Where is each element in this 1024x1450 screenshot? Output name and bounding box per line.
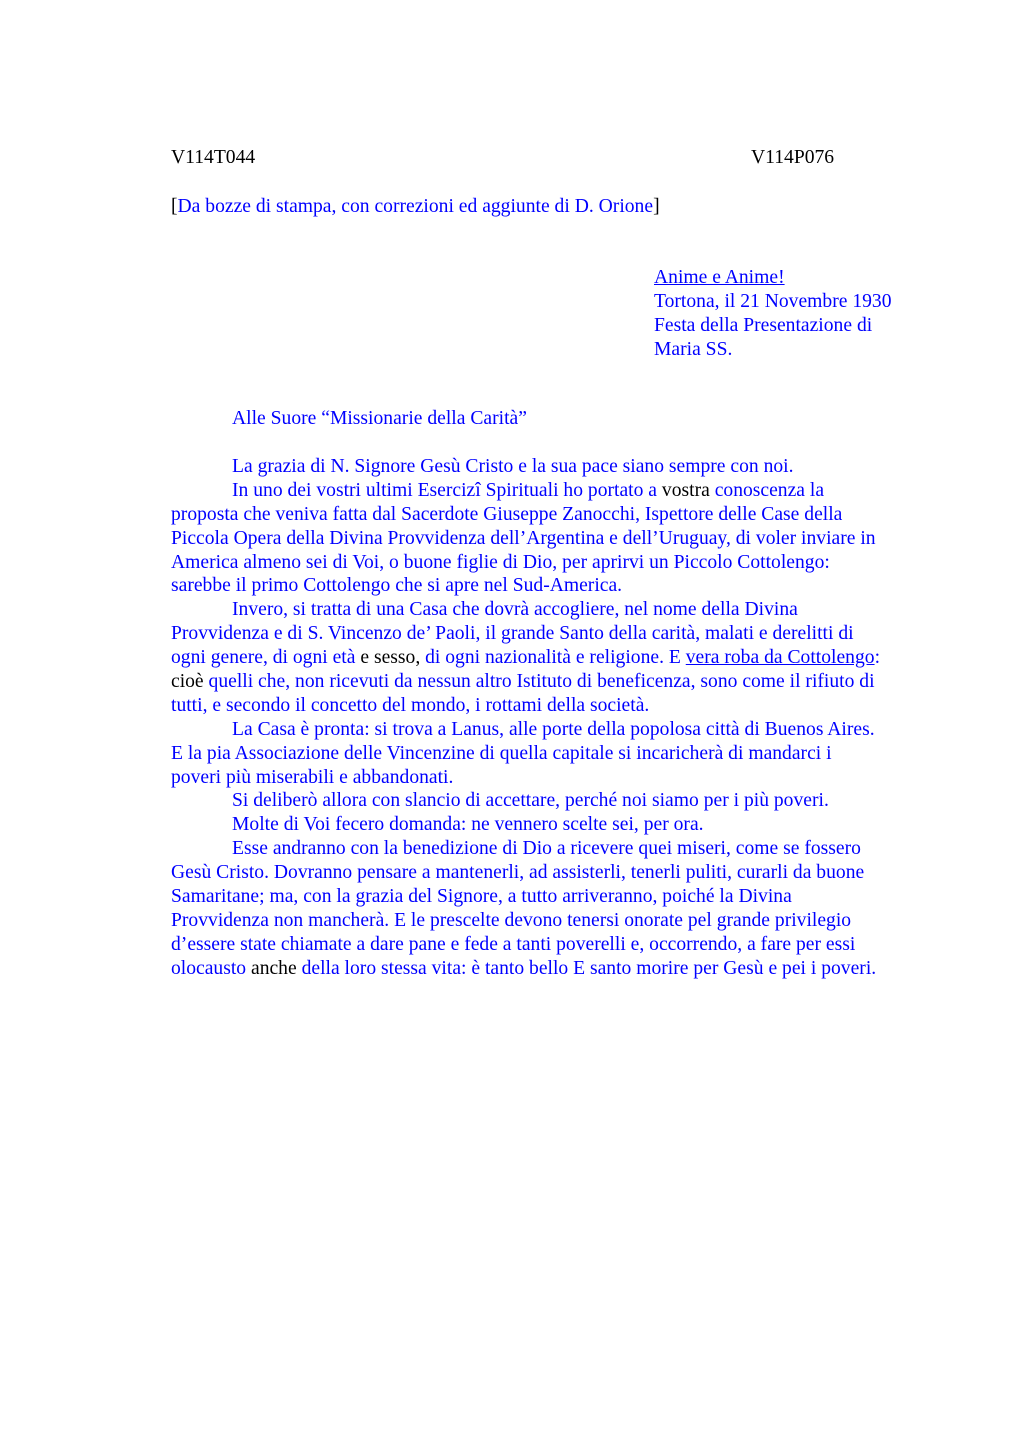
- bracket-open: [: [171, 196, 178, 217]
- feast-line-1: Festa della Presentazione di: [654, 315, 873, 336]
- body-line: La grazia di N. Signore Gesù Cristo e la sua pace siano sempre con noi.: [232, 456, 794, 477]
- body-segment: :: [874, 647, 881, 669]
- body-line: Samaritane; ma, con la grazia del Signore, a tutto arriveranno, poiché la Divina: [171, 886, 792, 908]
- body-line: Provvidenza non mancherà. E le prescelte devono tenersi onorate pel grande privilegio: [171, 909, 852, 931]
- source-note-text: Da bozze di stampa, con correzioni ed aggiunte di D. Orione: [177, 196, 654, 217]
- body-segment: quelli che, non ricevuti da nessun altro Istituto di beneficenza, sono come il rifiuto di: [203, 671, 875, 693]
- body-line: tutti, e secondo il concetto del mondo, i rottami della società.: [171, 694, 650, 716]
- body-line: Esse andranno con la benedizione di Dio a ricevere quei miseri, come se fossero: [232, 838, 861, 860]
- body-line: [171, 479, 921, 503]
- body-line: [171, 646, 921, 670]
- bracket-close: ]: [653, 196, 660, 217]
- left-code: V114T044: [171, 147, 256, 168]
- body-segment: e sesso,: [355, 647, 421, 669]
- body-line: America almeno sei di Voi, o buone figlie di Dio, per aprirvi un Piccolo Cottolengo:: [171, 551, 830, 573]
- body-segment: vostra: [661, 479, 710, 501]
- body-line: Gesù Cristo. Dovranno pensare a mantenerli, ad assisterli, tenerli puliti, curarli da buone: [171, 862, 865, 884]
- body-segment: cioè: [171, 671, 204, 693]
- addressee: Alle Suore “Missionarie della Carità”: [232, 408, 527, 429]
- body-segment: anche: [246, 957, 297, 979]
- body-segment: In uno dei vostri ultimi Esercizî Spirituali ho portato a: [232, 479, 662, 501]
- body-segment: ogni genere, di ogni età: [171, 647, 356, 669]
- body-line: Invero, si tratta di una Casa che dovrà accogliere, nel nome della Divina: [232, 599, 798, 621]
- right-code: V114P076: [751, 147, 835, 168]
- source-note: [171, 195, 660, 219]
- body-line: Molte di Voi fecero domanda: ne vennero scelte sei, per ora.: [232, 814, 704, 836]
- body-line: d’essere state chiamate a dare pane e fede a tanti poverelli e, occorrendo, a fare per essi: [171, 933, 856, 955]
- letter-body: [171, 455, 921, 981]
- body-segment: della loro stessa vita: è tanto bello E santo morire per Gesù e pei i poveri.: [296, 957, 877, 979]
- body-segment: conoscenza la: [709, 479, 825, 501]
- body-segment: di ogni nazionalità e religione. E: [420, 647, 686, 669]
- body-line: Provvidenza e di S. Vincenzo de’ Paoli, il grande Santo della carità, malati e derelitti di: [171, 623, 854, 645]
- dateline: [654, 266, 934, 362]
- body-line: Piccola Opera della Divina Provvidenza dell’Argentina e dell’Uruguay, di voler inviare in: [171, 527, 876, 549]
- feast-line-2: Maria SS.: [654, 339, 733, 360]
- letter-title: Anime e Anime!: [654, 267, 785, 288]
- body-line: La Casa è pronta: si trova a Lanus, alle porte della popolosa città di Buenos Aires.: [232, 718, 875, 740]
- body-line: [171, 957, 921, 981]
- body-segment: vera roba da Cottolengo: [685, 647, 875, 669]
- body-line: [171, 670, 921, 694]
- body-line: proposta che veniva fatta dal Sacerdote Giuseppe Zanocchi, Ispettore delle Case della: [171, 503, 843, 525]
- body-line: E la pia Associazione delle Vincenzine di quella capitale si incaricherà di mandarci i: [171, 742, 832, 764]
- body-line: Si deliberò allora con slancio di accettare, perché noi siamo per i più poveri.: [232, 790, 829, 812]
- body-line: sarebbe il primo Cottolengo che si apre nel Sud-America.: [171, 575, 623, 597]
- body-segment: olocausto: [171, 957, 247, 979]
- place-date: Tortona, il 21 Novembre 1930: [654, 291, 892, 312]
- body-line: poveri più miserabili e abbandonati.: [171, 766, 454, 788]
